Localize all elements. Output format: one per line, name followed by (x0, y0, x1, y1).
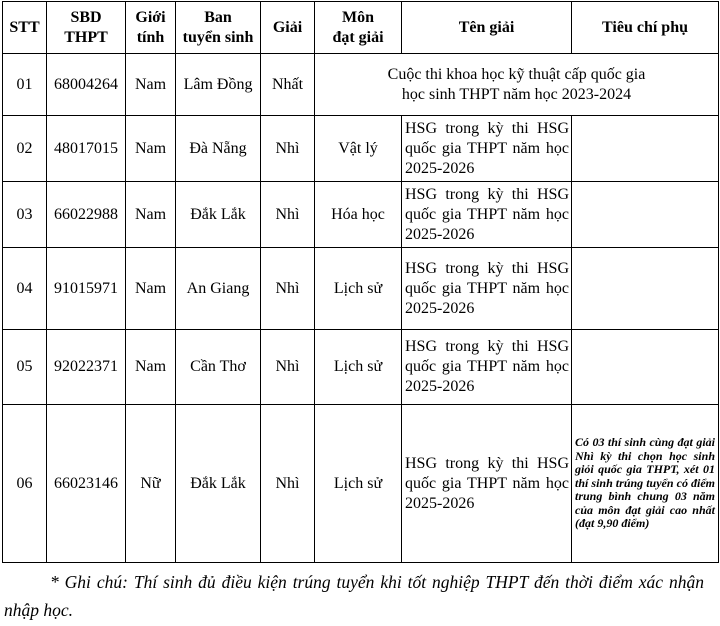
cell-stt: 06 (3, 405, 47, 563)
header-board (176, 2, 261, 54)
header-gender-line1: Giới (135, 8, 166, 26)
cell-board: An Giang (176, 248, 261, 330)
cell-award: Nhì (261, 405, 315, 563)
cell-award-name: HSG trong kỳ thi HSG quốc gia THPT năm học 2025-2026 (402, 405, 572, 563)
cell-award: Nhất (261, 54, 315, 116)
cell-subject: Vật lý (315, 116, 402, 182)
cell-criteria (572, 182, 719, 248)
cell-sbd: 68004264 (47, 54, 126, 116)
cell-stt: 03 (3, 182, 47, 248)
cell-award-name: HSG trong kỳ thi HSG quốc gia THPT năm học 2025-2026 (402, 330, 572, 405)
header-sbd (47, 2, 126, 54)
cell-gender: Nam (126, 54, 176, 116)
cell-gender: Nam (126, 330, 176, 405)
table-row (3, 248, 719, 330)
header-board-line1: Ban (204, 8, 232, 26)
cell-subject: Lịch sử (315, 405, 402, 563)
table-row (3, 116, 719, 182)
cell-criteria (572, 330, 719, 405)
header-subject-line2: đạt giải (332, 28, 384, 46)
merged-line-1: Cuộc thi khoa học kỹ thuật cấp quốc gia (387, 65, 646, 83)
cell-sbd: 66022988 (47, 182, 126, 248)
cell-board: Đắk Lắk (176, 182, 261, 248)
cell-gender: Nam (126, 182, 176, 248)
cell-criteria (572, 116, 719, 182)
footnote: * Ghi chú: Thí sinh đủ điều kiện trúng tuyển khi tốt nghiệp THPT đến thời điểm xác nhận nhập học. (4, 572, 704, 620)
cell-stt: 05 (3, 330, 47, 405)
cell-gender: Nữ (126, 405, 176, 563)
cell-gender: Nam (126, 248, 176, 330)
cell-board: Đắk Lắk (176, 405, 261, 563)
cell-award: Nhì (261, 248, 315, 330)
cell-award: Nhì (261, 116, 315, 182)
cell-sbd: 66023146 (47, 405, 126, 563)
cell-sbd: 92022371 (47, 330, 126, 405)
cell-subject: Lịch sử (315, 248, 402, 330)
cell-board: Cần Thơ (176, 330, 261, 405)
header-stt: STT (3, 2, 47, 54)
header-sbd-line1: SBD (70, 8, 102, 26)
header-gender (126, 2, 176, 54)
cell-gender: Nam (126, 116, 176, 182)
header-subject-line1: Môn (342, 8, 374, 26)
cell-award: Nhì (261, 182, 315, 248)
header-row (3, 2, 719, 54)
cell-criteria (572, 248, 719, 330)
cell-stt: 02 (3, 116, 47, 182)
table-row (3, 405, 719, 563)
cell-award-name: HSG trong kỳ thi HSG quốc gia THPT năm học 2025-2026 (402, 182, 572, 248)
header-sbd-line2: THPT (64, 28, 108, 46)
cell-board: Lâm Đồng (176, 54, 261, 116)
header-gender-line2: tính (136, 28, 165, 46)
cell-subject: Lịch sử (315, 330, 402, 405)
cell-board: Đà Nẵng (176, 116, 261, 182)
cell-sbd: 91015971 (47, 248, 126, 330)
merged-line-2: học sinh THPT năm học 2023-2024 (401, 85, 632, 103)
results-table (2, 1, 719, 563)
cell-stt: 04 (3, 248, 47, 330)
header-criteria: Tiêu chí phụ (572, 2, 719, 54)
cell-stt: 01 (3, 54, 47, 116)
table-row (3, 330, 719, 405)
cell-subject: Hóa học (315, 182, 402, 248)
cell-award: Nhì (261, 330, 315, 405)
cell-criteria: Có 03 thí sinh cùng đạt giải Nhì kỳ thi chọn học sinh giỏi quốc gia THPT, xét 01 thí sinh trúng tuyển có điểm trung bình chung 03 năm của môn đạt giải cao nhất (đạt 9,90 điểm) (572, 405, 719, 563)
header-award-name: Tên giải (402, 2, 572, 54)
header-board-line2: tuyển sinh (182, 28, 254, 46)
header-subject (315, 2, 402, 54)
cell-sbd: 48017015 (47, 116, 126, 182)
table-row (3, 54, 719, 116)
table-row (3, 182, 719, 248)
header-award: Giải (261, 2, 315, 54)
cell-merged-award-name (315, 54, 719, 116)
cell-award-name: HSG trong kỳ thi HSG quốc gia THPT năm học 2025-2026 (402, 248, 572, 330)
cell-award-name: HSG trong kỳ thi HSG quốc gia THPT năm học 2025-2026 (402, 116, 572, 182)
